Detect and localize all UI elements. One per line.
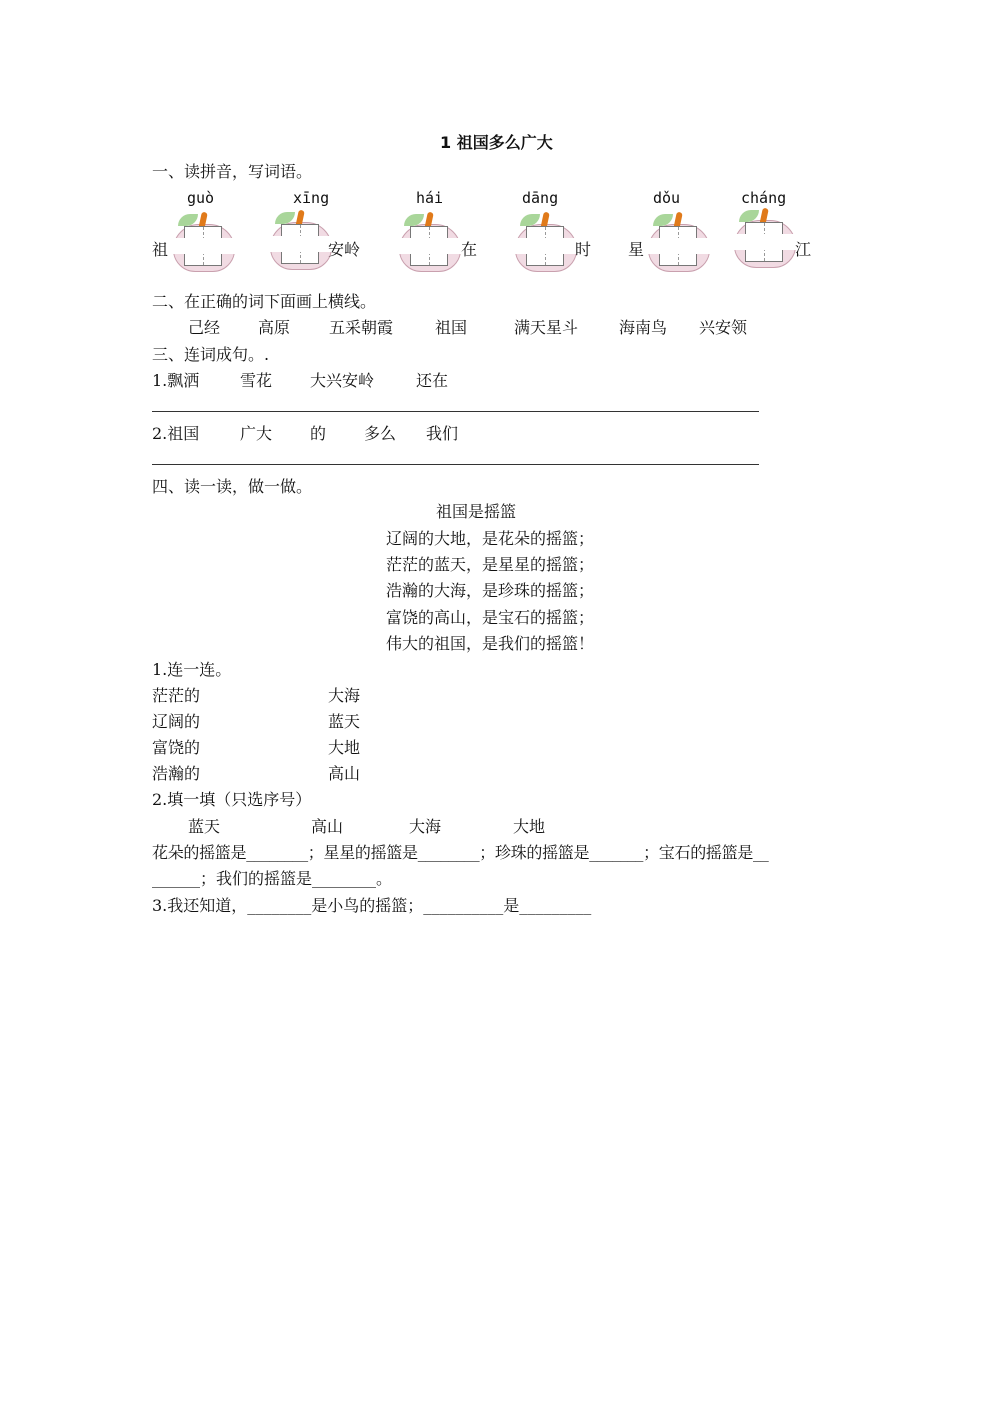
word-option[interactable]: 己经 — [188, 318, 221, 337]
fill-option: 蓝天 — [188, 817, 221, 836]
fill-line[interactable]: 花朵的摇篮是________；星星的摇篮是________；珍珠的摇篮是_______；宝石的摇篮是__ — [152, 843, 769, 862]
match-left[interactable]: 茫茫的 — [152, 686, 201, 705]
match-right[interactable]: 大地 — [328, 738, 361, 757]
pinyin-1: guò — [187, 189, 215, 207]
q2-word: 2.祖国 — [152, 424, 200, 443]
word-before-1: 祖 — [152, 240, 169, 259]
q1-word: 雪花 — [240, 371, 273, 390]
q1-label: 1.连一连。 — [152, 660, 232, 679]
answer-line[interactable] — [152, 411, 759, 412]
q1-word: 还在 — [416, 371, 449, 390]
word-option[interactable]: 五采朝霞 — [329, 318, 394, 337]
apple-writing-box[interactable] — [731, 208, 797, 268]
page-title: 1 祖国多么广大 — [440, 133, 553, 152]
q1-word: 1.飘洒 — [152, 371, 200, 390]
word-after-2: 安岭 — [328, 240, 361, 259]
poem-line: 辽阔的大地，是花朵的摇篮； — [386, 529, 595, 548]
poem-line: 茫茫的蓝天，是星星的摇篮； — [386, 555, 595, 574]
pinyin-5: dǒu — [653, 189, 681, 207]
apple-writing-box[interactable] — [512, 212, 578, 272]
pinyin-4: dāng — [522, 189, 559, 207]
apple-writing-box[interactable] — [267, 210, 333, 270]
pinyin-3: hái — [416, 189, 444, 207]
match-right[interactable]: 高山 — [328, 764, 361, 783]
poem-line: 富饶的高山，是宝石的摇篮； — [386, 608, 595, 627]
word-before-5: 星 — [628, 240, 645, 259]
fill-line[interactable]: ______；我们的摇篮是________。 — [152, 869, 393, 888]
q2-word: 多么 — [364, 424, 397, 443]
pinyin-2: xīng — [293, 189, 330, 207]
poem-line: 浩瀚的大海，是珍珠的摇篮； — [386, 581, 595, 600]
q2-label: 2.填一填（只选序号） — [152, 790, 312, 809]
word-option[interactable]: 海南鸟 — [619, 318, 668, 337]
word-option[interactable]: 高原 — [258, 318, 291, 337]
section4-heading: 四、读一读，做一做。 — [152, 477, 313, 496]
section3-heading: 三、连词成句。. — [152, 345, 270, 364]
apple-writing-box[interactable] — [645, 212, 711, 272]
match-left[interactable]: 浩瀚的 — [152, 764, 201, 783]
fill-option: 大海 — [409, 817, 442, 836]
q1-word: 大兴安岭 — [310, 371, 375, 390]
match-left[interactable]: 富饶的 — [152, 738, 201, 757]
q3-line[interactable]: 3.我还知道，________是小鸟的摇篮；__________是_________ — [152, 896, 592, 915]
apple-writing-box[interactable] — [396, 212, 462, 272]
pinyin-6: cháng — [741, 189, 787, 207]
match-left[interactable]: 辽阔的 — [152, 712, 201, 731]
word-option[interactable]: 满天星斗 — [514, 318, 579, 337]
word-after-4: 时 — [575, 240, 592, 259]
poem-title: 祖国是摇篮 — [436, 502, 517, 521]
fill-option: 大地 — [513, 817, 546, 836]
answer-line[interactable] — [152, 464, 759, 465]
word-option[interactable]: 兴安领 — [699, 318, 748, 337]
q2-word: 的 — [310, 424, 327, 443]
section1-heading: 一、读拼音，写词语。 — [152, 162, 313, 181]
q2-word: 广大 — [240, 424, 273, 443]
word-option[interactable]: 祖国 — [435, 318, 468, 337]
section2-heading: 二、在正确的词下面画上横线。 — [152, 292, 377, 311]
poem-line: 伟大的祖国，是我们的摇篮！ — [386, 634, 595, 653]
q2-word: 我们 — [426, 424, 459, 443]
word-after-3: 在 — [461, 240, 478, 259]
apple-writing-box[interactable] — [170, 212, 236, 272]
word-after-6: 江 — [795, 240, 812, 259]
fill-option: 高山 — [311, 817, 344, 836]
match-right[interactable]: 蓝天 — [328, 712, 361, 731]
match-right[interactable]: 大海 — [328, 686, 361, 705]
